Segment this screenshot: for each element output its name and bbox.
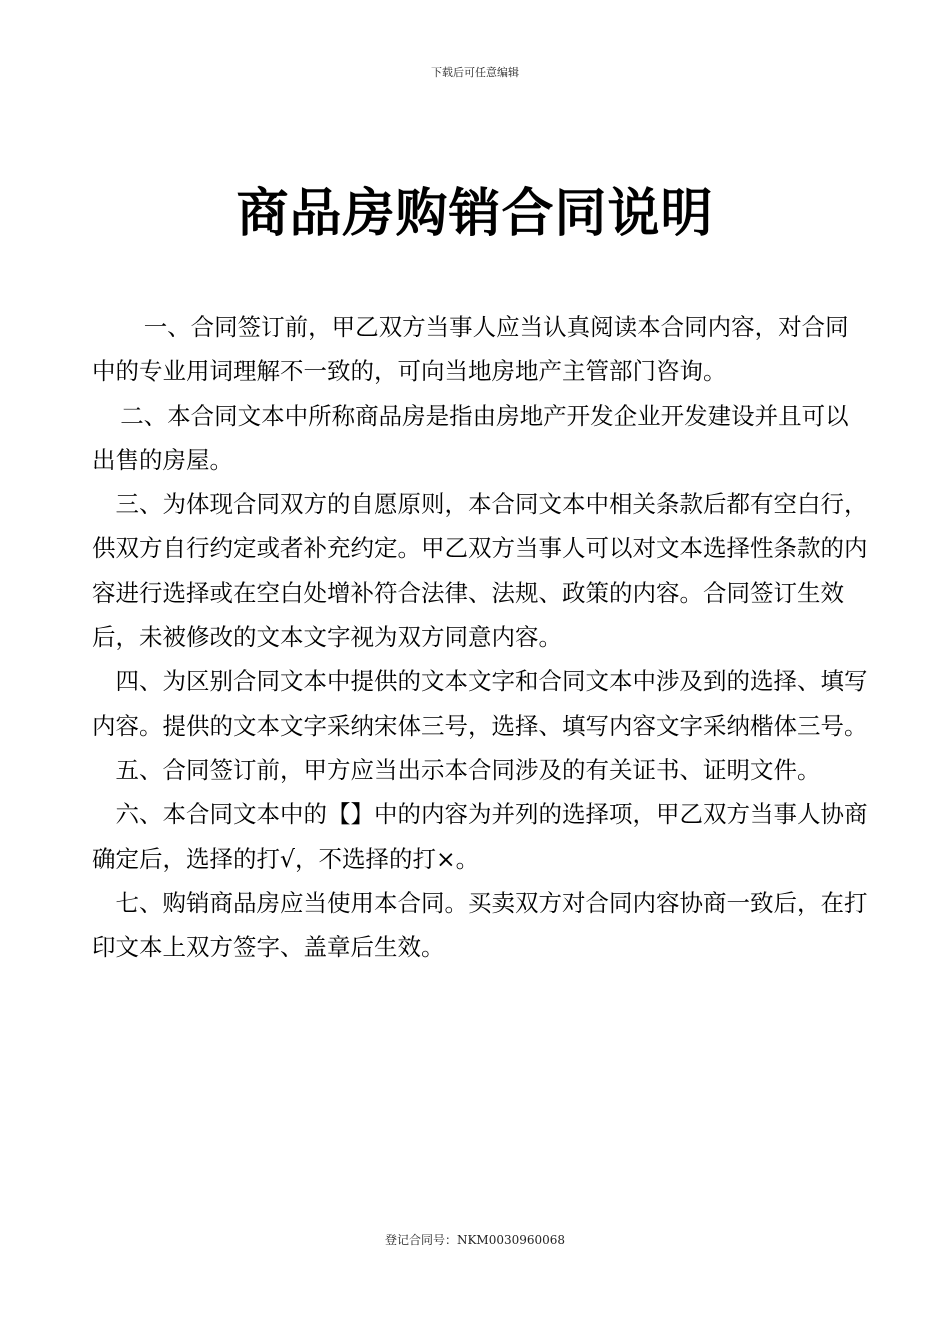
paragraph-7: 七、购销商品房应当使用本合同。买卖双方对合同内容协商一致后，在打印文本上双方签字、盖章后生效。 xyxy=(92,888,868,962)
header-note: 下载后可任意编辑 xyxy=(431,66,519,79)
paragraph-2: 二、本合同文本中所称商品房是指由房地产开发企业开发建设并且可以出售的房屋。 xyxy=(92,401,849,474)
paragraph-3: 三、为体现合同双方的自愿原则，本合同文本中相关条款后都有空白行，供双方自行约定或者补充约定。甲乙双方当事人可以对文本选择性条款的内容进行选择或在空白处增补符合法律、法规、政策的内容。合同签订生效后，未被修改的文本文字视为双方同意内容。 xyxy=(92,490,868,652)
document-body xyxy=(92,305,872,969)
paragraph-1: 一、合同签订前，甲乙双方当事人应当认真阅读本合同内容，对合同中的专业用词理解不一致的，可向当地房地产主管部门咨询。 xyxy=(92,313,849,386)
paragraph-6: 六、本合同文本中的【】中的内容为并列的选择项，甲乙双方当事人协商确定后，选择的打√，不选择的打×。 xyxy=(92,800,868,873)
footer-contract-number: 登记合同号：NKM0030960068 xyxy=(384,1233,566,1247)
paragraph-5: 五、合同签订前，甲方应当出示本合同涉及的有关证书、证明文件。 xyxy=(115,755,821,784)
paragraph-4: 四、为区别合同文本中提供的文本文字和合同文本中涉及到的选择、填写内容。提供的文本文字采纳宋体三号，选择、填写内容文字采纳楷体三号。 xyxy=(92,667,868,740)
document-title: 商品房购销合同说明 xyxy=(236,184,714,244)
